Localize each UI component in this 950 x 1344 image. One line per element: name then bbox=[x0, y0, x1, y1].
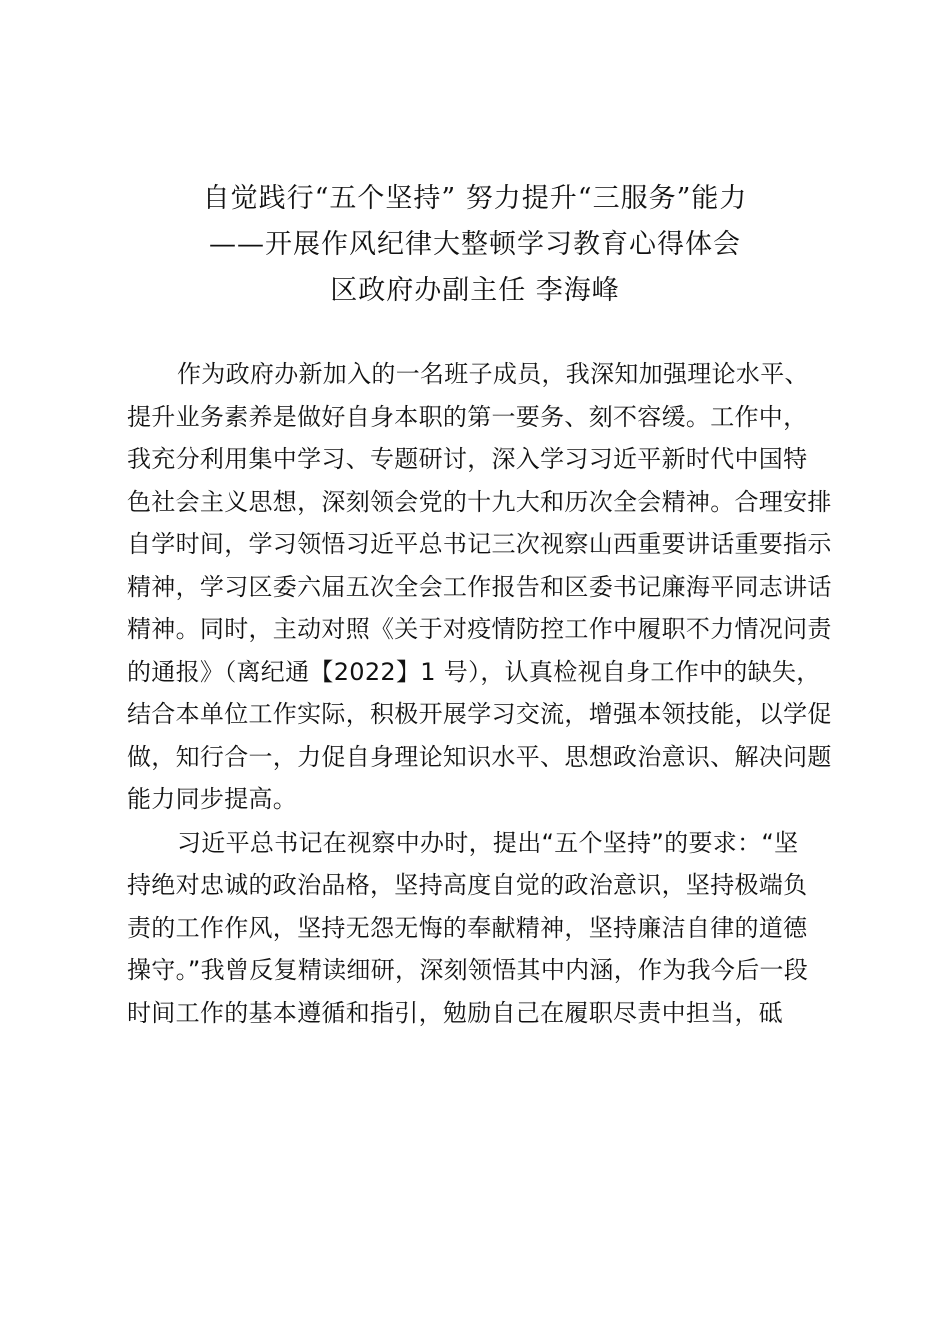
text-line: 作为政府办新加入的一名班子成员，我深知加强理论水平、 bbox=[177, 360, 809, 388]
text-line: 责的工作作风，坚持无怨无悔的奉献精神，坚持廉洁自律的道德 bbox=[127, 913, 808, 942]
document-author: 区政府办副主任 李海峰 bbox=[330, 275, 620, 306]
document-subtitle: ——开展作风纪律大整顿学习教育心得体会 bbox=[209, 229, 741, 260]
text-line: 持绝对忠诚的政治品格，坚持高度自觉的政治意识，坚持极端负 bbox=[127, 871, 808, 899]
text-line: 提升业务素养是做好自身本职的第一要务、刻不容缓。工作中， bbox=[127, 402, 808, 431]
text-line: 色社会主义思想，深刻领会党的十九大和历次全会精神。合理安排 bbox=[127, 487, 832, 516]
text-line: 结合本单位工作实际，积极开展学习交流，增强本领技能，以学促 bbox=[127, 700, 832, 728]
document-title: 自觉践行“五个坚持” 努力提升“三服务”能力 bbox=[202, 183, 748, 214]
text-line: 习近平总书记在视察中办时，提出“五个坚持”的要求：“坚 bbox=[177, 828, 799, 857]
text-line: 做，知行合一，力促自身理论知识水平、思想政治意识、解决问题 bbox=[127, 742, 832, 771]
text-line: 精神。同时，主动对照《关于对疫情防控工作中履职不力情况问责 bbox=[127, 615, 832, 643]
text-line: 精神，学习区委六届五次全会工作报告和区委书记廉海平同志讲话 bbox=[127, 572, 832, 601]
text-line: 自学时间，学习领悟习近平总书记三次视察山西重要讲话重要指示 bbox=[127, 530, 832, 558]
title-block bbox=[0, 176, 950, 314]
text-line: 操守。”我曾反复精读细研，深刻领悟其中内涵，作为我今后一段 bbox=[127, 956, 809, 984]
text-line: 我充分利用集中学习、专题研讨，深入学习习近平新时代中国特 bbox=[127, 445, 808, 473]
text-line: 时间工作的基本遵循和指引，勉励自己在履职尽责中担当，砥 bbox=[127, 998, 784, 1027]
paragraph-1 bbox=[127, 353, 847, 821]
text-line: 的通报》（离纪通【2022】1 号），认真检视自身工作中的缺失， bbox=[127, 657, 821, 686]
paragraph-2 bbox=[127, 822, 847, 1035]
document-body bbox=[127, 353, 847, 1034]
text-line: 能力同步提高。 bbox=[127, 785, 298, 813]
